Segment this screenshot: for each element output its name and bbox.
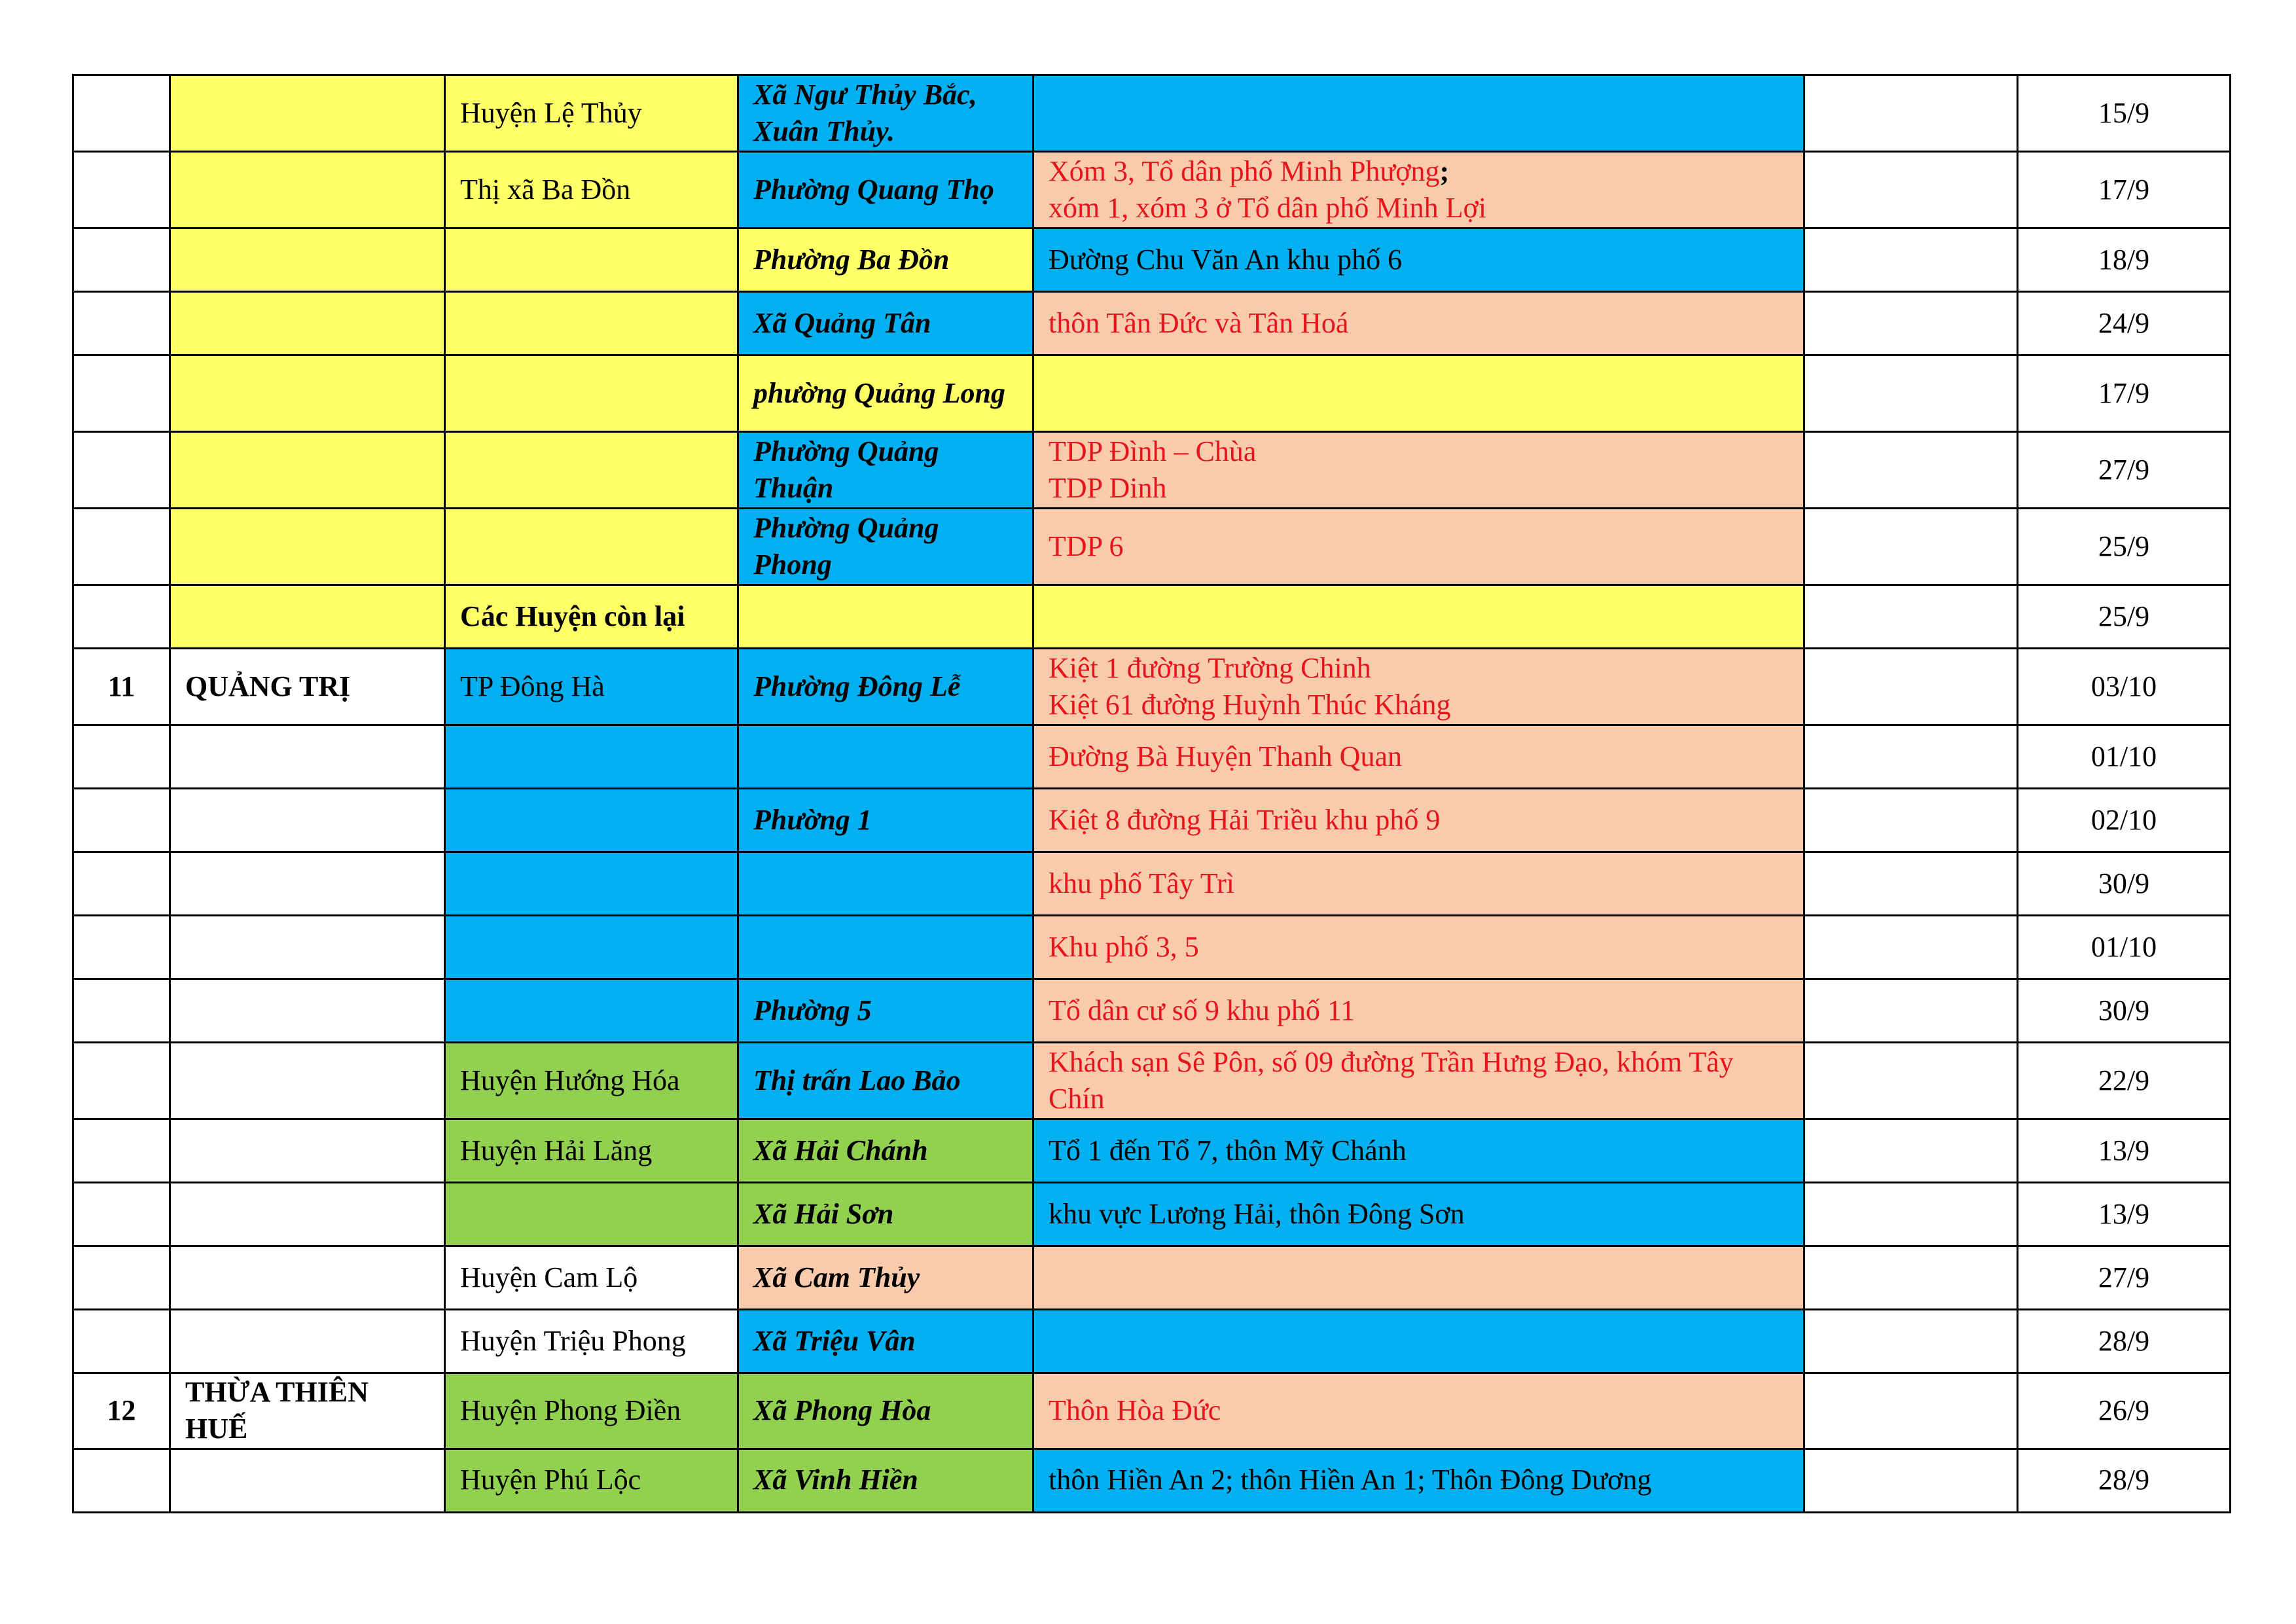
blank-cell [1804,649,2018,725]
detail-line: thôn Hiền An 2; thôn Hiền An 1; Thôn Đông Dương [1049,1464,1652,1496]
table-row [73,1310,2231,1373]
date-cell: 25/9 [2018,585,2231,649]
detail-line: Khách sạn Sê Pôn, số 09 đường Trần Hưng Đạo, khóm Tây Chín [1049,1045,1734,1115]
date-cell: 01/10 [2018,725,2231,789]
detail-line: Kiệt 8 đường Hải Triều khu phố 9 [1049,803,1441,836]
row-number-cell [73,1449,170,1512]
detail-line: Kiệt 61 đường Huỳnh Thúc Kháng [1049,689,1451,721]
province-cell [170,355,445,432]
detail-cell [1033,916,1804,979]
province-cell [170,1310,445,1373]
detail-cell [1033,152,1804,228]
detail-line: TDP Đình – Chùa [1049,435,1257,467]
row-number-cell [73,979,170,1043]
row-number-cell [73,152,170,228]
district-cell [445,789,738,852]
row-number-cell [73,916,170,979]
blank-cell [1804,432,2018,509]
table-row [73,725,2231,789]
row-number-cell [73,852,170,916]
blank-cell [1804,1310,2018,1373]
blank-cell [1804,1183,2018,1246]
district-cell: Huyện Phong Điền [445,1373,738,1449]
table-row [73,789,2231,852]
blank-cell [1804,1246,2018,1310]
row-number-cell [73,432,170,509]
detail-cell [1033,1043,1804,1119]
commune-cell: Phường Quảng Thuận [738,432,1033,509]
commune-cell: Xã Ngư Thủy Bắc, Xuân Thủy. [738,75,1033,152]
row-number-cell [73,355,170,432]
date-cell: 17/9 [2018,152,2231,228]
commune-cell [738,585,1033,649]
province-cell [170,585,445,649]
district-cell [445,432,738,509]
commune-cell: Xã Phong Hòa [738,1373,1033,1449]
commune-cell: Xã Triệu Vân [738,1310,1033,1373]
detail-cell [1033,789,1804,852]
date-cell: 26/9 [2018,1373,2231,1449]
commune-cell: Phường 1 [738,789,1033,852]
row-number-cell [73,228,170,292]
date-cell: 01/10 [2018,916,2231,979]
detail-line: Đường Bà Huyện Thanh Quan [1049,740,1402,772]
commune-cell: Xã Quảng Tân [738,292,1033,355]
detail-line: Đường Chu Văn An khu phố 6 [1049,243,1403,276]
blank-cell [1804,355,2018,432]
detail-cell [1033,1246,1804,1310]
date-cell: 28/9 [2018,1310,2231,1373]
province-cell [170,1119,445,1183]
table-row [73,1246,2231,1310]
district-cell: Huyện Cam Lộ [445,1246,738,1310]
table-row [73,75,2231,152]
blank-cell [1804,789,2018,852]
detail-cell [1033,1119,1804,1183]
province-cell [170,1183,445,1246]
table-row [73,355,2231,432]
province-cell [170,292,445,355]
district-cell: Thị xã Ba Đồn [445,152,738,228]
commune-cell [738,725,1033,789]
row-number-cell: 11 [73,649,170,725]
table-row [73,1183,2231,1246]
detail-line: Kiệt 1 đường Trường Chinh [1049,651,1371,684]
district-cell: TP Đông Hà [445,649,738,725]
blank-cell [1804,75,2018,152]
detail-line: Tổ dân cư số 9 khu phố 11 [1049,994,1355,1026]
commune-cell: Phường Ba Đồn [738,228,1033,292]
detail-cell [1033,1449,1804,1512]
detail-line: TDP Dinh [1049,472,1167,504]
detail-cell [1033,292,1804,355]
row-number-cell [73,1119,170,1183]
commune-cell: Phường Quang Thọ [738,152,1033,228]
date-cell: 28/9 [2018,1449,2231,1512]
row-number-cell [73,1310,170,1373]
district-cell: Các Huyện còn lại [445,585,738,649]
locations-table [72,74,2231,1513]
table-row [73,852,2231,916]
province-cell [170,916,445,979]
table-row [73,509,2231,585]
province-cell: QUẢNG TRỊ [170,649,445,725]
detail-cell [1033,228,1804,292]
date-cell: 22/9 [2018,1043,2231,1119]
district-cell [445,292,738,355]
district-cell [445,1183,738,1246]
detail-line: Tổ 1 đến Tổ 7, thôn Mỹ Chánh [1049,1134,1407,1166]
blank-cell [1804,1043,2018,1119]
province-cell [170,432,445,509]
district-cell [445,852,738,916]
province-cell [170,1449,445,1512]
province-cell [170,509,445,585]
commune-cell: Xã Hải Chánh [738,1119,1033,1183]
table-row [73,228,2231,292]
row-number-cell [73,1246,170,1310]
province-cell: THỪA THIÊN HUẾ [170,1373,445,1449]
row-number-cell: 12 [73,1373,170,1449]
detail-line: khu vực Lương Hải, thôn Đông Sơn [1049,1197,1465,1230]
detail-cell [1033,1373,1804,1449]
blank-cell [1804,725,2018,789]
province-cell [170,152,445,228]
date-cell: 24/9 [2018,292,2231,355]
commune-cell [738,852,1033,916]
date-cell: 25/9 [2018,509,2231,585]
row-number-cell [73,585,170,649]
detail-line: khu phố Tây Trì [1049,867,1235,899]
date-cell: 30/9 [2018,852,2231,916]
row-number-cell [73,292,170,355]
province-cell [170,789,445,852]
commune-cell: Xã Cam Thủy [738,1246,1033,1310]
detail-cell [1033,432,1804,509]
province-cell [170,1246,445,1310]
row-number-cell [73,789,170,852]
date-cell: 15/9 [2018,75,2231,152]
table-row [73,585,2231,649]
commune-cell: Thị trấn Lao Bảo [738,1043,1033,1119]
province-cell [170,979,445,1043]
row-number-cell [73,1183,170,1246]
blank-cell [1804,152,2018,228]
blank-cell [1804,585,2018,649]
district-cell: Huyện Lệ Thủy [445,75,738,152]
date-cell: 17/9 [2018,355,2231,432]
table-row [73,1043,2231,1119]
date-cell: 03/10 [2018,649,2231,725]
detail-line: Khu phố 3, 5 [1049,930,1199,963]
blank-cell [1804,979,2018,1043]
district-cell: Huyện Hải Lăng [445,1119,738,1183]
table-row [73,649,2231,725]
row-number-cell [73,1043,170,1119]
detail-cell [1033,725,1804,789]
detail-cell [1033,979,1804,1043]
detail-cell [1033,1310,1804,1373]
detail-cell [1033,509,1804,585]
province-cell [170,725,445,789]
province-cell [170,852,445,916]
blank-cell [1804,852,2018,916]
row-number-cell [73,75,170,152]
table-row [73,1449,2231,1512]
district-cell [445,725,738,789]
province-cell [170,75,445,152]
table-row [73,292,2231,355]
province-cell [170,228,445,292]
date-cell: 27/9 [2018,432,2231,509]
commune-cell [738,916,1033,979]
district-cell: Huyện Phú Lộc [445,1449,738,1512]
blank-cell [1804,916,2018,979]
detail-cell [1033,1183,1804,1246]
district-cell [445,916,738,979]
commune-cell: Xã Vinh Hiền [738,1449,1033,1512]
detail-line: xóm 1, xóm 3 ở Tổ dân phố Minh Lợi [1049,192,1487,224]
table-row [73,1373,2231,1449]
table-row [73,1119,2231,1183]
district-cell [445,355,738,432]
blank-cell [1804,228,2018,292]
date-cell: 27/9 [2018,1246,2231,1310]
table-body [73,75,2231,1513]
table-row [73,979,2231,1043]
blank-cell [1804,509,2018,585]
row-number-cell [73,725,170,789]
detail-cell [1033,355,1804,432]
detail-cell [1033,75,1804,152]
detail-line: TDP 6 [1049,530,1124,562]
commune-cell: Phường Quảng Phong [738,509,1033,585]
row-number-cell [73,509,170,585]
district-cell [445,228,738,292]
date-cell: 18/9 [2018,228,2231,292]
commune-cell: Xã Hải Sơn [738,1183,1033,1246]
detail-line: Thôn Hòa Đức [1049,1394,1221,1427]
detail-cell [1033,852,1804,916]
blank-cell [1804,1449,2018,1512]
date-cell: 13/9 [2018,1119,2231,1183]
province-cell [170,1043,445,1119]
date-cell: 02/10 [2018,789,2231,852]
district-cell [445,509,738,585]
blank-cell [1804,292,2018,355]
detail-cell [1033,585,1804,649]
detail-cell [1033,649,1804,725]
district-cell [445,979,738,1043]
date-cell: 30/9 [2018,979,2231,1043]
table-row [73,916,2231,979]
blank-cell [1804,1373,2018,1449]
detail-line: Xóm 3, Tổ dân phố Minh Phượng; [1049,154,1450,187]
commune-cell: phường Quảng Long [738,355,1033,432]
table-row [73,152,2231,228]
blank-cell [1804,1119,2018,1183]
commune-cell: Phường 5 [738,979,1033,1043]
district-cell: Huyện Triệu Phong [445,1310,738,1373]
table-row [73,432,2231,509]
date-cell: 13/9 [2018,1183,2231,1246]
district-cell: Huyện Hướng Hóa [445,1043,738,1119]
detail-line: thôn Tân Đức và Tân Hoá [1049,306,1349,339]
commune-cell: Phường Đông Lễ [738,649,1033,725]
